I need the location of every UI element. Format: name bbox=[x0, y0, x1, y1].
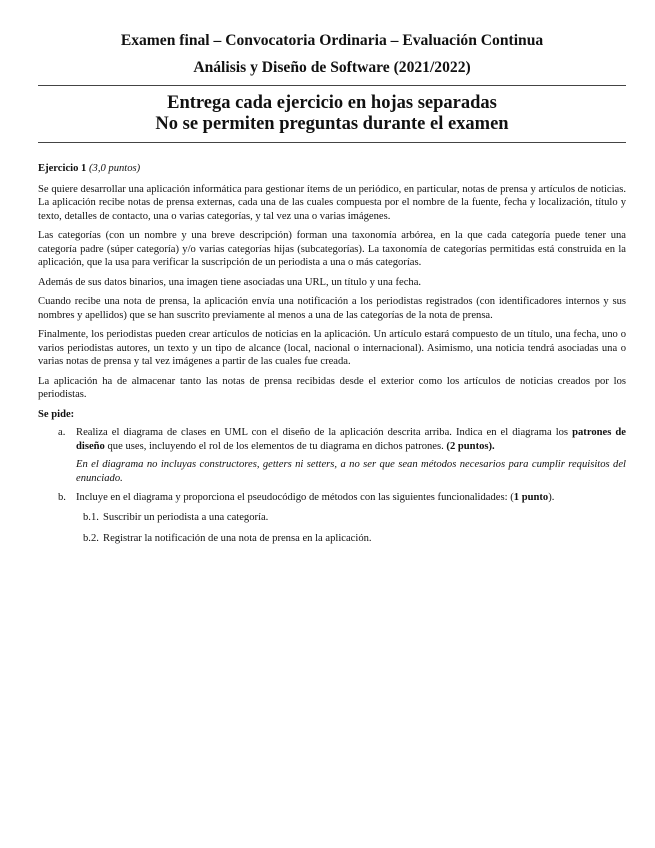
exercise-points: (3,0 puntos) bbox=[89, 163, 141, 174]
task-note: En el diagrama no incluyas constructores, getters ni setters, a no ser que sean métodos necesarios para cumplir requisitos del enunciado. bbox=[76, 459, 626, 484]
subtask-text: Suscribir un periodista a una categoría. bbox=[103, 511, 269, 523]
task-points: 1 punto bbox=[513, 492, 549, 503]
task-item-a bbox=[38, 426, 626, 485]
task-text: ). bbox=[548, 492, 555, 503]
exam-title: Examen final – Convocatoria Ordinaria – Evaluación Continua bbox=[120, 32, 544, 49]
se-pide-heading: Se pide: bbox=[38, 408, 75, 420]
notice-line-1: Entrega cada ejercicio en hojas separadas bbox=[167, 93, 497, 113]
exercise-title: Ejercicio 1 bbox=[38, 163, 87, 174]
task-text: que uses, incluyendo el rol de los elementos de tu diagrama en dichos patrones. bbox=[104, 440, 447, 452]
notice-line-2: No se permiten preguntas durante el examen bbox=[155, 114, 509, 134]
task-text: Incluye en el diagrama y proporciona el pseudocódigo de métodos con las siguientes funcionalidades: ( bbox=[76, 492, 514, 503]
course-title: Análisis y Diseño de Software (2021/2022) bbox=[193, 59, 471, 76]
exercise-paragraph: Cuando recibe una nota de prensa, la aplicación envía una notificación a los periodistas registrados (con identificadores internos y sus nombres y apellidos) que se han suscrito previamente al menos a una de las categorías de la nota de prensa. bbox=[38, 296, 626, 321]
bottom-divider bbox=[38, 142, 626, 143]
exercise-paragraph: La aplicación ha de almacenar tanto las notas de prensa recibidas desde el exterior como los artículos de noticias creados por los periodistas. bbox=[38, 375, 626, 400]
task-item-b bbox=[38, 491, 626, 505]
subtask-marker: b.1. bbox=[83, 511, 99, 523]
task-marker: a. bbox=[58, 427, 66, 438]
task-marker: b. bbox=[58, 492, 66, 503]
exam-page bbox=[38, 0, 626, 552]
exercise-paragraph: Además de sus datos binarios, una imagen tiene asociadas una URL, un título y una fecha. bbox=[38, 276, 422, 288]
task-bold-text: patrones de diseño bbox=[76, 427, 626, 452]
notice-block bbox=[38, 93, 626, 135]
subtask-marker: b.2. bbox=[83, 533, 99, 544]
exercise-paragraph: Finalmente, los periodistas pueden crear artículos de noticias en la aplicación. Un artículo estará compuesto de un título, una fecha, uno o varios periodistas autores, un texto y un tipo de alcance (local, nacional o internacional). Asimismo, una noticia tendrá asociadas una o varias notas de prensa y tal vez imágenes a partir de las cuales fue creada. bbox=[38, 329, 626, 367]
exercise-paragraph: Se quiere desarrollar una aplicación informática para gestionar ítems de un periódico, en particular, notas de prensa y artículos de noticias. La aplicación recibe notas de prensa externas, cada una de las cuales compuesta por el nombre de la fuente, fecha y localización, título y texto, detalles de contacto, una o varias categorías, y tal vez una o varias imágenes. bbox=[38, 183, 626, 222]
exercise-content bbox=[38, 162, 626, 546]
task-points: (2 puntos). bbox=[446, 440, 495, 452]
exercise-paragraph: Las categorías (con un nombre y una breve descripción) forman una taxonomía arbórea, en la que cada categoría puede tener una categoría padre (súper categoría) y/o varias categorías hijas (subcategorías). La taxonomía de categorías permitidas está construida en la aplicación, que la usa para verificar la suscripción de un periodista a una o más categorías. bbox=[38, 230, 626, 268]
task-text: Realiza el diagrama de clases en UML con el diseño de la aplicación descrita arriba. Indica en el diagrama los bbox=[76, 427, 573, 438]
top-divider bbox=[38, 85, 626, 86]
subtask-item bbox=[38, 511, 626, 525]
subtask-text: Registrar la notificación de una nota de prensa en la aplicación. bbox=[103, 533, 372, 544]
subtask-item bbox=[38, 532, 626, 546]
exercise-heading bbox=[38, 162, 626, 176]
